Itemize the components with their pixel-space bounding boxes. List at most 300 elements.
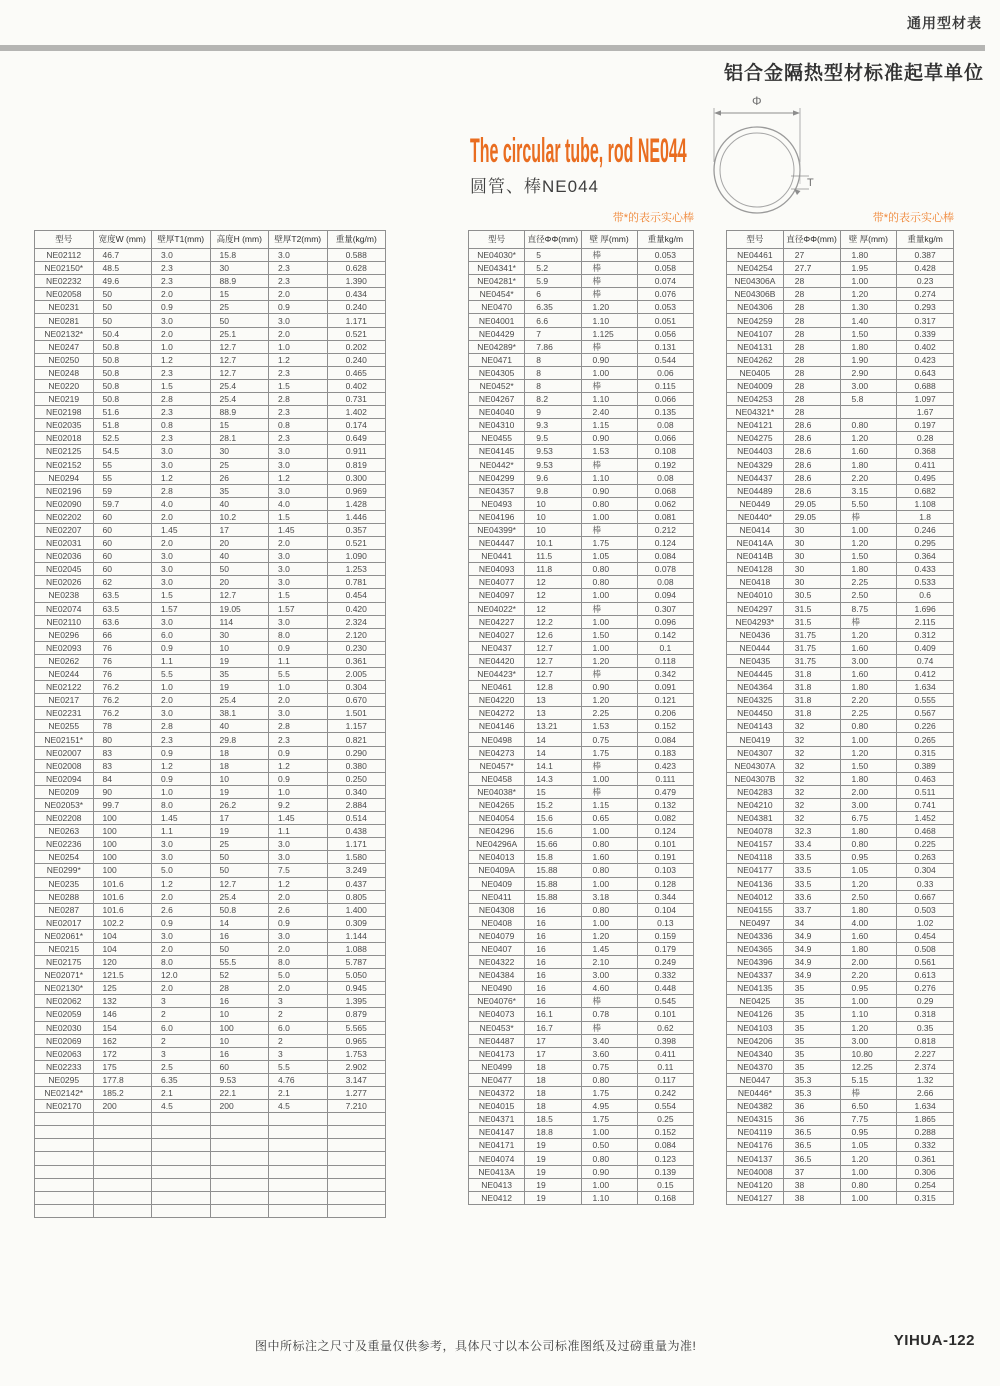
table-cell	[93, 1178, 152, 1191]
table-cell: 1.157	[327, 720, 386, 733]
table-cell: 1.00	[840, 1191, 897, 1204]
table-cell: 34.9	[783, 942, 840, 955]
table-cell: NE0499	[469, 1060, 525, 1073]
table-cell: NE04461	[727, 249, 784, 262]
table-cell: 2.115	[897, 615, 954, 628]
table-cell: 6.0	[152, 1021, 211, 1034]
table-cell: 3.0	[269, 458, 328, 471]
table-cell: 0.081	[637, 510, 693, 523]
table-cell: NE04157	[727, 838, 784, 851]
table-cell: NE0414A	[727, 537, 784, 550]
table-cell: 9.53	[525, 458, 581, 471]
table-cell: 1.00	[840, 523, 897, 536]
table-cell: 28.6	[783, 471, 840, 484]
table-cell: NE0440*	[727, 510, 784, 523]
table-cell: 0.265	[897, 733, 954, 746]
table-cell: 2	[152, 1034, 211, 1047]
table-cell: NE04423*	[469, 668, 525, 681]
table-cell: 棒	[581, 249, 637, 262]
table-cell: NE04445	[727, 668, 784, 681]
table-cell: 0.06	[637, 366, 693, 379]
table-cell: 4.60	[581, 982, 637, 995]
table-row	[469, 916, 694, 929]
table-cell	[35, 1204, 94, 1217]
table-row	[35, 1060, 386, 1073]
table-cell: 0.183	[637, 746, 693, 759]
table-cell: 2.3	[269, 366, 328, 379]
table-cell: 0.555	[897, 694, 954, 707]
table-row	[469, 1191, 694, 1204]
table-cell: 0.649	[327, 432, 386, 445]
table-cell: 12	[525, 602, 581, 615]
table-cell: 0.8	[152, 419, 211, 432]
table-cell: NE0217	[35, 694, 94, 707]
table-cell: 25	[210, 458, 269, 471]
table-cell: 棒	[581, 458, 637, 471]
table-cell: 1.125	[581, 327, 637, 340]
table-row	[35, 432, 386, 445]
table-cell: 1.50	[581, 628, 637, 641]
table-row	[469, 510, 694, 523]
table-cell	[152, 1152, 211, 1165]
table-cell: NE04450	[727, 707, 784, 720]
table-cell: 0.28	[897, 432, 954, 445]
table-cell: 22.1	[210, 1087, 269, 1100]
table-row	[727, 890, 954, 903]
table-row	[35, 916, 386, 929]
table-cell: NE04299	[469, 471, 525, 484]
table-cell: NE02142*	[35, 1087, 94, 1100]
table-cell: 40	[210, 550, 269, 563]
table-cell: 50.4	[93, 327, 152, 340]
table-cell: 18.8	[525, 1126, 581, 1139]
table-row	[35, 681, 386, 694]
table-cell: NE0457*	[469, 759, 525, 772]
table-cell: 1.20	[581, 694, 637, 707]
table-cell: 12.7	[210, 589, 269, 602]
table-row	[469, 720, 694, 733]
column-header: 壁厚T1(mm)	[152, 231, 211, 249]
table-cell: NE0407	[469, 942, 525, 955]
table-cell	[210, 1165, 269, 1178]
table-cell: 3.18	[581, 890, 637, 903]
table-cell: 棒	[581, 668, 637, 681]
table-row	[35, 733, 386, 746]
table-cell: 28.6	[783, 445, 840, 458]
table-cell: 175	[93, 1060, 152, 1073]
table-cell: 50.8	[93, 353, 152, 366]
table-cell: NE02094	[35, 772, 94, 785]
table-cell: 7.86	[525, 340, 581, 353]
table-cell: 5.5	[152, 668, 211, 681]
table-cell: 88.9	[210, 275, 269, 288]
table-cell: NE04267	[469, 393, 525, 406]
table-cell: NE04120	[727, 1178, 784, 1191]
table-row	[469, 419, 694, 432]
table-cell: 1.5	[269, 589, 328, 602]
table-cell: NE0254	[35, 851, 94, 864]
table-cell: NE0248	[35, 366, 94, 379]
profile-table-round-small	[468, 230, 694, 1205]
table-cell: 1.0	[269, 681, 328, 694]
table-cell: 3	[269, 1047, 328, 1060]
table-cell: 1.20	[581, 654, 637, 667]
table-cell: 19	[525, 1165, 581, 1178]
table-cell: 10	[525, 497, 581, 510]
table-cell: 120	[93, 956, 152, 969]
table-row	[469, 668, 694, 681]
table-row	[469, 733, 694, 746]
table-cell: NE02074	[35, 602, 94, 615]
table-cell: 0.139	[637, 1165, 693, 1178]
table-row	[35, 746, 386, 759]
table-cell: 2.25	[581, 707, 637, 720]
table-cell: 15.8	[525, 851, 581, 864]
table-row	[727, 353, 954, 366]
table-cell: 3.0	[152, 550, 211, 563]
table-cell: 28.6	[783, 484, 840, 497]
table-cell: 1.501	[327, 707, 386, 720]
table-cell: 2.50	[840, 589, 897, 602]
table-cell: NE04259	[727, 314, 784, 327]
table-cell: NE04126	[727, 1008, 784, 1021]
table-cell: 0.124	[637, 825, 693, 838]
table-cell: 0.428	[897, 262, 954, 275]
table-row	[469, 1165, 694, 1178]
column-header: 壁 厚(mm)	[581, 231, 637, 249]
table-cell: 4.5	[269, 1100, 328, 1113]
table-cell: 0.879	[327, 1008, 386, 1021]
table-cell: 3	[152, 995, 211, 1008]
table-cell: 15.88	[525, 890, 581, 903]
table-row	[35, 602, 386, 615]
table-cell: 0.124	[637, 537, 693, 550]
table-cell: 0.240	[327, 301, 386, 314]
table-cell: 1.5	[152, 379, 211, 392]
table-cell: 6.0	[269, 1021, 328, 1034]
table-cell: NE0435	[727, 654, 784, 667]
table-row	[727, 1087, 954, 1100]
table-cell: 83	[93, 746, 152, 759]
table-cell: NE04340	[727, 1047, 784, 1060]
table-cell: 2.20	[840, 471, 897, 484]
table-row	[35, 406, 386, 419]
table-cell: 2.10	[581, 956, 637, 969]
table-row	[469, 890, 694, 903]
table-cell: 0.423	[897, 353, 954, 366]
table-row	[35, 589, 386, 602]
table-cell: NE04146	[469, 720, 525, 733]
table-cell: NE04437	[727, 471, 784, 484]
table-row	[727, 942, 954, 955]
table-cell: 棒	[581, 275, 637, 288]
table-cell: NE02175	[35, 956, 94, 969]
table-cell: 0.295	[897, 537, 954, 550]
table-cell: NE0238	[35, 589, 94, 602]
table-cell: 28.1	[210, 432, 269, 445]
table-cell: 0.307	[637, 602, 693, 615]
table-cell: NE0458	[469, 772, 525, 785]
table-row	[35, 1152, 386, 1165]
table-cell: 5.050	[327, 969, 386, 982]
table-cell: NE0244	[35, 668, 94, 681]
table-row	[469, 798, 694, 811]
table-cell: 35	[783, 1008, 840, 1021]
table-cell: 5.8	[840, 393, 897, 406]
table-cell: 10	[210, 1034, 269, 1047]
table-cell: 0.389	[897, 759, 954, 772]
table-cell: 54.5	[93, 445, 152, 458]
table-cell: 0.438	[327, 825, 386, 838]
table-cell: NE04077	[469, 576, 525, 589]
table-row	[727, 772, 954, 785]
table-cell	[327, 1191, 386, 1204]
table-cell: 51.8	[93, 419, 152, 432]
table-cell: NE0419	[727, 733, 784, 746]
table-cell: 1.090	[327, 550, 386, 563]
table-cell	[93, 1165, 152, 1178]
table-cell: NE0444	[727, 641, 784, 654]
table-row	[469, 746, 694, 759]
table-cell: 16	[210, 1047, 269, 1060]
table-cell: NE04127	[727, 1191, 784, 1204]
table-cell: 50	[210, 942, 269, 955]
table-cell: 1.45	[269, 812, 328, 825]
table-cell: NE02026	[35, 576, 94, 589]
table-cell: 50.8	[93, 340, 152, 353]
table-cell: 0.65	[581, 812, 637, 825]
table-cell: 0.969	[327, 484, 386, 497]
table-row	[35, 654, 386, 667]
table-cell: NE0288	[35, 890, 94, 903]
table-cell: 2.8	[152, 393, 211, 406]
table-cell	[35, 1191, 94, 1204]
table-cell: 121.5	[93, 969, 152, 982]
table-row	[727, 1178, 954, 1191]
table-cell: 50	[210, 563, 269, 576]
table-cell: 83	[93, 759, 152, 772]
table-cell: 0.076	[637, 288, 693, 301]
table-cell: 5.9	[525, 275, 581, 288]
table-row	[35, 1021, 386, 1034]
table-cell: 62	[93, 576, 152, 589]
table-cell: 0.242	[637, 1087, 693, 1100]
table-cell: 0.468	[897, 825, 954, 838]
table-cell: 1.395	[327, 995, 386, 1008]
table-cell: 2.3	[152, 275, 211, 288]
table-cell: 1.5	[152, 589, 211, 602]
table-cell: 0.670	[327, 694, 386, 707]
table-cell: 0.315	[897, 746, 954, 759]
table-cell: 1.75	[581, 1087, 637, 1100]
table-row	[35, 563, 386, 576]
table-cell: NE04487	[469, 1034, 525, 1047]
table-cell: 6.35	[152, 1073, 211, 1086]
table-cell	[210, 1126, 269, 1139]
table-cell: 0.80	[840, 1178, 897, 1191]
table-row	[727, 1008, 954, 1021]
table-cell: 16.1	[525, 1008, 581, 1021]
table-cell: 3.0	[269, 615, 328, 628]
table-cell: NE02198	[35, 406, 94, 419]
table-cell: 40	[210, 720, 269, 733]
table-cell: 1.446	[327, 510, 386, 523]
table-row	[727, 497, 954, 510]
table-cell	[210, 1204, 269, 1217]
table-row	[727, 458, 954, 471]
table-cell: 50.8	[93, 366, 152, 379]
table-cell: 6.0	[152, 628, 211, 641]
table-cell: 25.1	[210, 327, 269, 340]
table-cell: 0.051	[637, 314, 693, 327]
table-cell: 10	[210, 641, 269, 654]
table-cell: 19	[210, 681, 269, 694]
table-row	[469, 366, 694, 379]
table-cell: 100	[210, 1021, 269, 1034]
table-cell: 1.2	[152, 877, 211, 890]
table-row	[469, 589, 694, 602]
table-cell: NE0447	[727, 1073, 784, 1086]
table-cell: 15.6	[525, 812, 581, 825]
table-cell	[93, 1191, 152, 1204]
table-row	[469, 340, 694, 353]
table-cell: NE0449	[727, 497, 784, 510]
table-cell: NE04447	[469, 537, 525, 550]
table-cell: 2.3	[152, 406, 211, 419]
table-cell: 5.0	[152, 864, 211, 877]
table-row	[35, 1073, 386, 1086]
table-cell: 6.50	[840, 1100, 897, 1113]
table-cell: 25.4	[210, 379, 269, 392]
table-cell: 30	[210, 262, 269, 275]
table-cell: NE02045	[35, 563, 94, 576]
table-cell: 0.246	[897, 523, 954, 536]
table-cell: 0.514	[327, 812, 386, 825]
table-cell: 1.30	[840, 301, 897, 314]
table-cell: 104	[93, 942, 152, 955]
table-cell: 0.74	[897, 654, 954, 667]
table-cell: 0.423	[637, 759, 693, 772]
table-cell: 3.0	[152, 458, 211, 471]
table-cell: 6.75	[840, 812, 897, 825]
table-cell	[152, 1204, 211, 1217]
column-header: 直径ΦΦ(mm)	[783, 231, 840, 249]
table-cell: NE0454*	[469, 288, 525, 301]
table-row	[35, 825, 386, 838]
table-cell: 0.508	[897, 942, 954, 955]
table-cell: NE04177	[727, 864, 784, 877]
column-header: 型号	[727, 231, 784, 249]
table-cell: 1.1	[269, 825, 328, 838]
solid-rod-note: 带*的表示实心棒	[872, 212, 954, 224]
table-row	[469, 759, 694, 772]
table-cell: 16	[525, 903, 581, 916]
table-cell: 7.75	[840, 1113, 897, 1126]
table-cell: NE04396	[727, 956, 784, 969]
table-cell: 51.6	[93, 406, 152, 419]
table-row	[35, 877, 386, 890]
table-cell: 1.428	[327, 497, 386, 510]
table-cell: NE02207	[35, 523, 94, 536]
table-cell: 0.082	[637, 812, 693, 825]
table-cell: NE02170	[35, 1100, 94, 1113]
table-cell: 60	[93, 550, 152, 563]
table-cell: 1.67	[897, 406, 954, 419]
table-cell	[152, 1139, 211, 1152]
table-cell: 0.965	[327, 1034, 386, 1047]
table-cell: NE04145	[469, 445, 525, 458]
table-cell: 0.101	[637, 1008, 693, 1021]
table-cell: 1.57	[152, 602, 211, 615]
table-row	[727, 1126, 954, 1139]
table-cell: NE04040	[469, 406, 525, 419]
table-cell: NE04307B	[727, 772, 784, 785]
table-cell: 1.00	[581, 825, 637, 838]
table-row	[35, 969, 386, 982]
table-cell: 0.554	[637, 1100, 693, 1113]
table-cell: 1.634	[897, 681, 954, 694]
table-cell: 9.5	[525, 432, 581, 445]
table-cell: 33.4	[783, 838, 840, 851]
table-cell	[152, 1178, 211, 1191]
table-row	[469, 851, 694, 864]
table-cell: 0.33	[897, 877, 954, 890]
table-cell	[327, 1139, 386, 1152]
table-cell: NE0452*	[469, 379, 525, 392]
table-cell: 29.05	[783, 497, 840, 510]
table-row	[469, 654, 694, 667]
table-cell: 12.7	[525, 654, 581, 667]
table-cell: NE0497	[727, 916, 784, 929]
table-cell: 78	[93, 720, 152, 733]
table-cell: 0.115	[637, 379, 693, 392]
table-cell: NE0281	[35, 314, 94, 327]
table-cell: 1.171	[327, 314, 386, 327]
table-cell: 36	[783, 1100, 840, 1113]
table-row	[469, 628, 694, 641]
table-row	[469, 432, 694, 445]
table-row	[469, 864, 694, 877]
table-cell: 1.00	[581, 641, 637, 654]
table-cell: NE02036	[35, 550, 94, 563]
table-row	[35, 497, 386, 510]
table-cell: 2.120	[327, 628, 386, 641]
table-row	[727, 733, 954, 746]
table-cell	[327, 1178, 386, 1191]
table-cell: 0.08	[637, 576, 693, 589]
table-cell	[210, 1113, 269, 1126]
table-cell: 5.0	[269, 969, 328, 982]
table-cell: NE0470	[469, 301, 525, 314]
table-cell: 2.0	[152, 982, 211, 995]
table-row	[727, 969, 954, 982]
table-cell: 3.249	[327, 864, 386, 877]
table-cell: 1.634	[897, 1100, 954, 1113]
table-cell: 0.9	[152, 641, 211, 654]
table-cell: NE04078	[727, 825, 784, 838]
table-cell: 0.402	[897, 340, 954, 353]
table-cell: NE04012	[727, 890, 784, 903]
column-header: 型号	[469, 231, 525, 249]
table-cell: NE04341*	[469, 262, 525, 275]
table-cell: NE02232	[35, 275, 94, 288]
table-cell: 16	[525, 942, 581, 955]
table-cell: 3.0	[269, 550, 328, 563]
table-cell: 1.144	[327, 929, 386, 942]
table-cell: 1.80	[840, 772, 897, 785]
table-cell: NE02090	[35, 497, 94, 510]
table-cell: 7.210	[327, 1100, 386, 1113]
